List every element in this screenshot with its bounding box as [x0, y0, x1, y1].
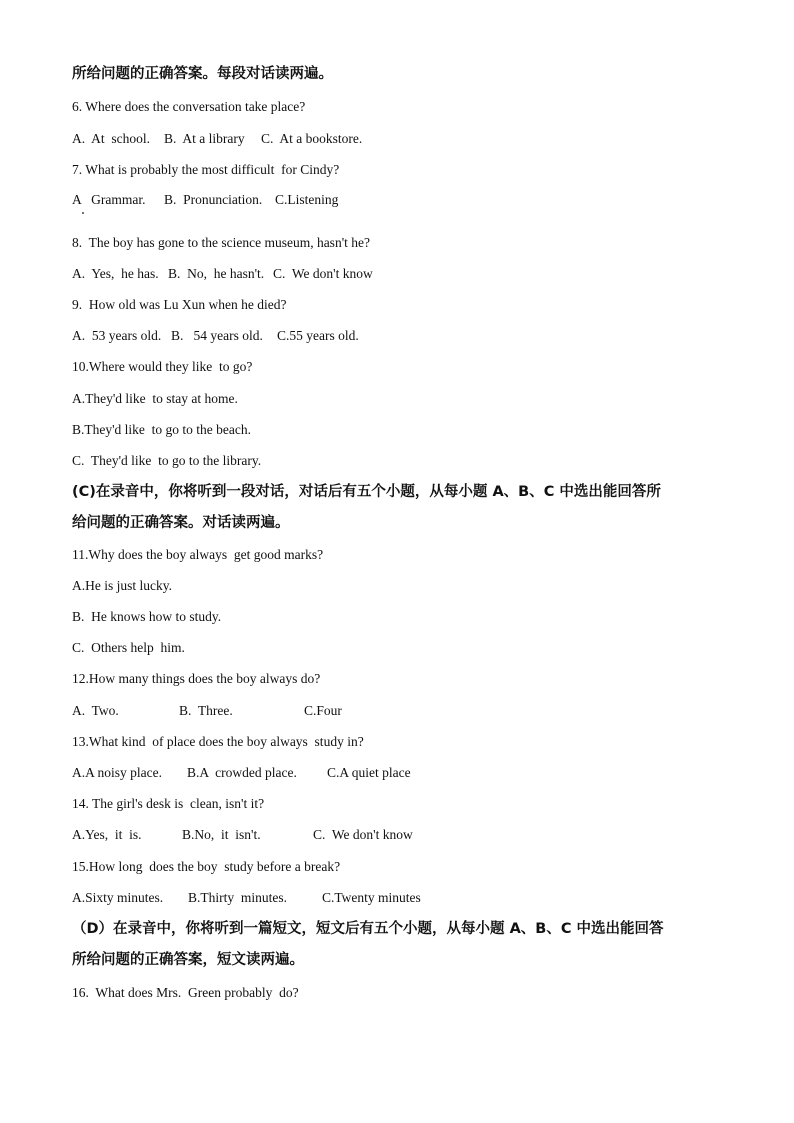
question-6: 6. Where does the conversation take place?	[72, 99, 306, 114]
question-16: 16. What does Mrs. Green probably do?	[72, 985, 299, 1000]
question-7: 7. What is probably the most difficult for Cindy?	[72, 162, 340, 177]
q15-option-b: B.Thirty minutes.	[188, 890, 287, 905]
q10-option-a: A.They'd like to stay at home.	[72, 391, 238, 406]
q11-option-a: A.He is just lucky.	[72, 578, 172, 593]
q9-option-c: C.55 years old.	[277, 328, 359, 343]
question-9: 9. How old was Lu Xun when he died?	[72, 297, 287, 312]
q9-option-a: A. 53 years old.	[72, 328, 162, 343]
question-8: 8. The boy has gone to the science museum, hasn't he?	[72, 235, 370, 250]
q12-option-a: A. Two.	[72, 703, 119, 718]
question-10: 10.Where would they like to go?	[72, 359, 253, 374]
section-c-instruction-line1: (C)在录音中，你将听到一段对话，对话后有五个小题，从每小题 A、B、C 中选出能回答所	[72, 484, 661, 500]
q10-option-b: B.They'd like to go to the beach.	[72, 422, 252, 437]
question-12: 12.How many things does the boy always do?	[72, 671, 321, 686]
q12-option-c: C.Four	[304, 703, 342, 718]
q7-option-a: A Grammar.	[72, 192, 146, 207]
section-d-instruction-line1: （D）在录音中，你将听到一篇短文，短文后有五个小题，从每小题 A、B、C 中选出能回答	[72, 921, 664, 937]
q10-option-c: C. They'd like to go to the library.	[72, 453, 262, 468]
q6-option-b: B. At a library	[164, 131, 245, 146]
q11-option-c: C. Others help him.	[72, 640, 185, 655]
question-11: 11.Why does the boy always get good marks?	[72, 547, 324, 562]
q14-option-b: B.No, it isn't.	[182, 827, 261, 842]
q7-option-b: B. Pronunciation.	[164, 192, 263, 207]
q8-option-c: C. We don't know	[273, 266, 373, 281]
q7-option-c: C.Listening	[275, 192, 339, 207]
question-14: 14. The girl's desk is clean, isn't it?	[72, 796, 265, 811]
question-15: 15.How long does the boy study before a break?	[72, 859, 341, 874]
section-c-instruction-line2: 给问题的正确答案。对话读两遍。	[72, 515, 290, 531]
stray-mark	[82, 212, 84, 214]
q12-option-b: B. Three.	[179, 703, 233, 718]
q14-option-a: A.Yes, it is.	[72, 827, 142, 842]
q9-option-b: B. 54 years old.	[171, 328, 263, 343]
q13-option-c: C.A quiet place	[327, 765, 411, 780]
q11-option-b: B. He knows how to study.	[72, 609, 222, 624]
q8-option-a: A. Yes, he has.	[72, 266, 159, 281]
question-13: 13.What kind of place does the boy always study in?	[72, 734, 364, 749]
q15-option-c: C.Twenty minutes	[322, 890, 421, 905]
q8-option-b: B. No, he hasn't.	[168, 266, 265, 281]
section-d-instruction-line2: 所给问题的正确答案，短文读两遍。	[72, 952, 304, 968]
q6-option-c: C. At a bookstore.	[261, 131, 363, 146]
q13-option-b: B.A crowded place.	[187, 765, 297, 780]
q6-option-a: A. At school.	[72, 131, 151, 146]
q15-option-a: A.Sixty minutes.	[72, 890, 164, 905]
q14-option-c: C. We don't know	[313, 827, 413, 842]
section-b-instruction-tail: 所给问题的正确答案。每段对话读两遍。	[72, 66, 333, 82]
q13-option-a: A.A noisy place.	[72, 765, 162, 780]
